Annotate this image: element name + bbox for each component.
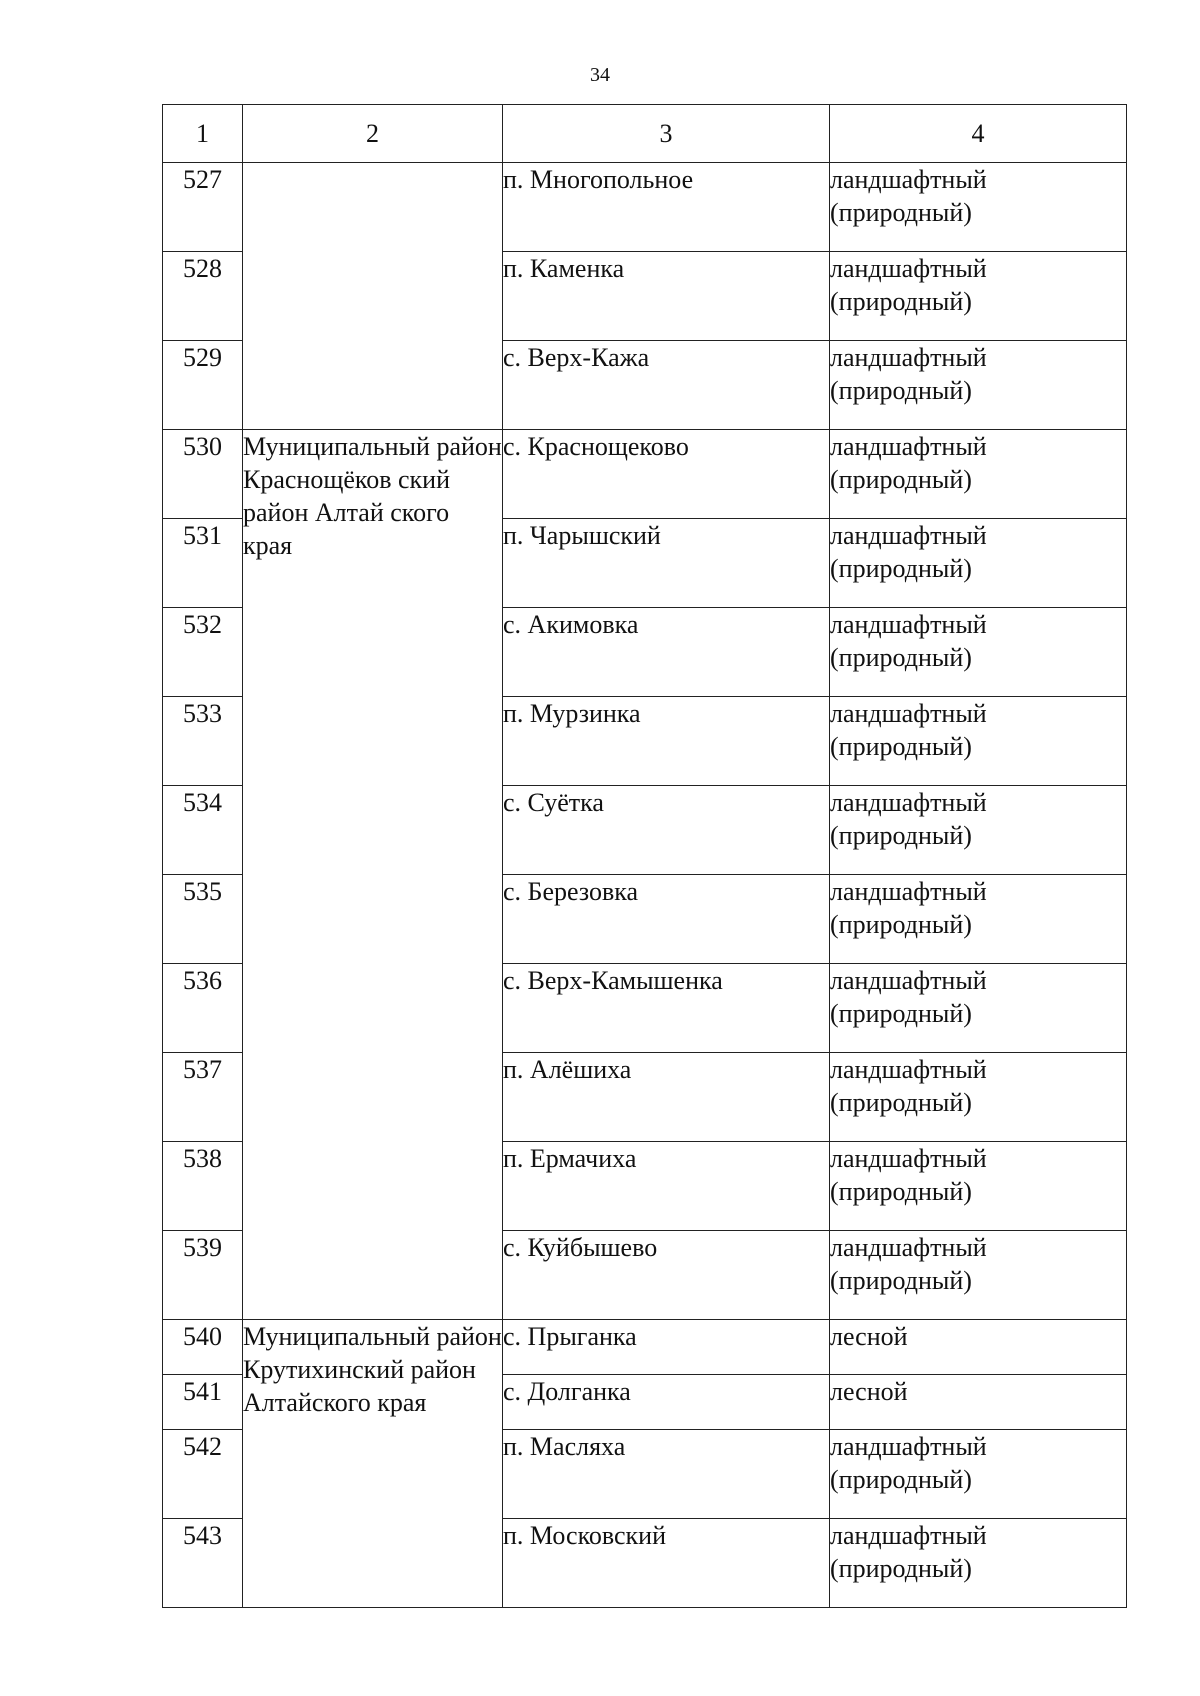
row-number: 528: [163, 252, 243, 341]
row-number: 536: [163, 964, 243, 1053]
locality-cell: п. Алёшиха: [503, 1053, 830, 1142]
type-cell: лесной: [830, 1320, 1127, 1375]
locality-cell: п. Каменка: [503, 252, 830, 341]
district-cell: [243, 163, 503, 430]
locality-cell: п. Ермачиха: [503, 1142, 830, 1231]
registry-table: [162, 104, 1127, 1608]
row-number: 542: [163, 1430, 243, 1519]
row-number: 532: [163, 608, 243, 697]
locality-cell: с. Верх-Кажа: [503, 341, 830, 430]
type-cell: ландшафтный (природный): [830, 786, 1127, 875]
type-cell: ландшафтный (природный): [830, 430, 1127, 519]
locality-cell: с. Куйбышево: [503, 1231, 830, 1320]
row-number: 530: [163, 430, 243, 519]
district-cell: [243, 430, 503, 1320]
page-number: 34: [590, 64, 610, 86]
type-cell: ландшафтный (природный): [830, 1519, 1127, 1608]
table-header-row: [163, 105, 1127, 163]
type-cell: ландшафтный (природный): [830, 163, 1127, 252]
type-cell: ландшафтный (природный): [830, 252, 1127, 341]
column-header-type: 4: [830, 105, 1127, 163]
row-number: 540: [163, 1320, 243, 1375]
type-cell: лесной: [830, 1375, 1127, 1430]
row-number: 539: [163, 1231, 243, 1320]
type-cell: ландшафтный (природный): [830, 964, 1127, 1053]
type-cell: ландшафтный (природный): [830, 1053, 1127, 1142]
type-cell: ландшафтный (природный): [830, 341, 1127, 430]
table-row: [163, 1320, 1127, 1375]
row-number: 533: [163, 697, 243, 786]
locality-cell: с. Верх-Камышенка: [503, 964, 830, 1053]
row-number: 537: [163, 1053, 243, 1142]
district-name: Муниципальный район Крутихинский район Алтайского края: [243, 1322, 502, 1417]
row-number: 531: [163, 519, 243, 608]
type-cell: ландшафтный (природный): [830, 875, 1127, 964]
type-cell: ландшафтный (природный): [830, 519, 1127, 608]
column-header-number: 1: [163, 105, 243, 163]
column-header-locality: 3: [503, 105, 830, 163]
row-number: 535: [163, 875, 243, 964]
locality-cell: с. Акимовка: [503, 608, 830, 697]
locality-cell: п. Московский: [503, 1519, 830, 1608]
column-header-district: 2: [243, 105, 503, 163]
locality-cell: с. Краснощеково: [503, 430, 830, 519]
type-cell: ландшафтный (природный): [830, 697, 1127, 786]
table-row: [163, 430, 1127, 519]
row-number: 529: [163, 341, 243, 430]
locality-cell: с. Суётка: [503, 786, 830, 875]
locality-cell: п. Мурзинка: [503, 697, 830, 786]
locality-cell: п. Масляха: [503, 1430, 830, 1519]
row-number: 543: [163, 1519, 243, 1608]
row-number: 538: [163, 1142, 243, 1231]
locality-cell: п. Чарышский: [503, 519, 830, 608]
row-number: 541: [163, 1375, 243, 1430]
table-row: [163, 163, 1127, 252]
type-cell: ландшафтный (природный): [830, 608, 1127, 697]
locality-cell: п. Многопольное: [503, 163, 830, 252]
type-cell: ландшафтный (природный): [830, 1430, 1127, 1519]
row-number: 534: [163, 786, 243, 875]
type-cell: ландшафтный (природный): [830, 1231, 1127, 1320]
locality-cell: с. Прыганка: [503, 1320, 830, 1375]
district-name: Муниципальный район Краснощёков ский район Алтай ского края: [243, 432, 502, 560]
type-cell: ландшафтный (природный): [830, 1142, 1127, 1231]
district-cell: [243, 1320, 503, 1608]
row-number: 527: [163, 163, 243, 252]
locality-cell: с. Долганка: [503, 1375, 830, 1430]
locality-cell: с. Березовка: [503, 875, 830, 964]
